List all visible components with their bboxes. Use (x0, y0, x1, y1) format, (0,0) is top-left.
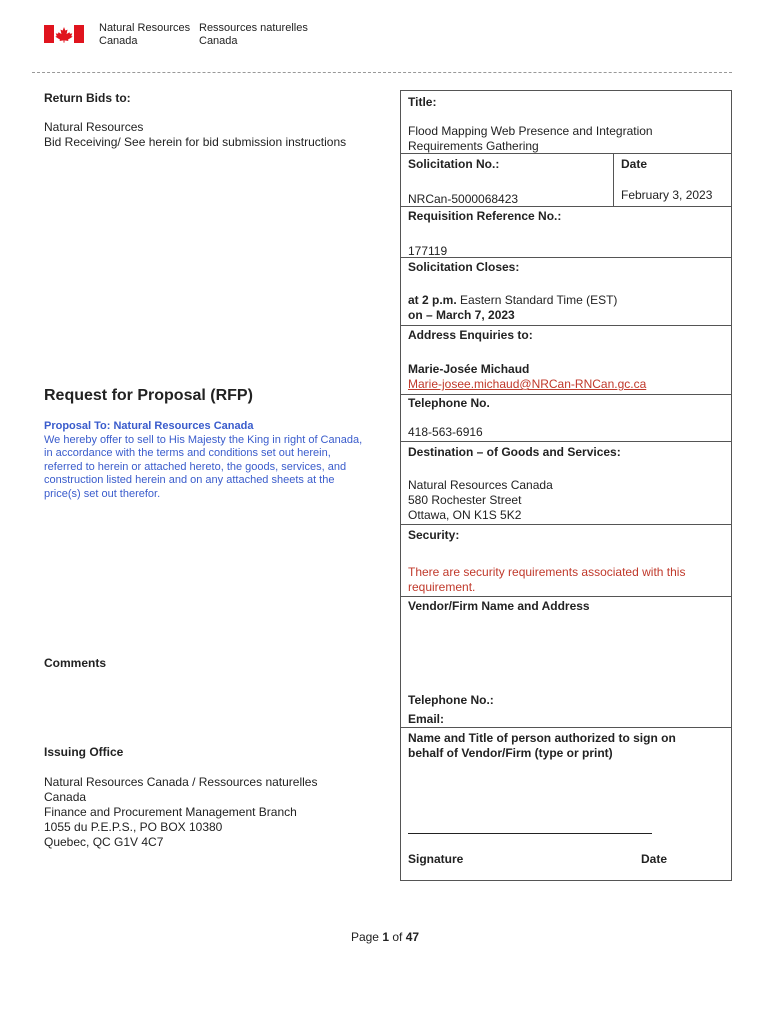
divider (401, 257, 731, 258)
rfp-title: Request for Proposal (RFP) (44, 387, 253, 404)
canada-flag-icon (44, 25, 84, 43)
enquiries-contact (408, 362, 646, 392)
security-note: There are security requirements associated with this requirement. (408, 565, 686, 594)
divider (401, 727, 731, 728)
signature-label: Signature (408, 852, 464, 866)
telephone-label: Telephone No. (408, 396, 490, 410)
closes-value: at 2 p.m. Eastern Standard Time (EST) on – March 7, 2023 (408, 293, 618, 322)
signature-date-label: Date (641, 852, 668, 866)
destination-label: Destination – of Goods and Services: (408, 445, 621, 459)
divider (401, 394, 731, 395)
return-bids-label: Return Bids to: (44, 91, 131, 105)
enquiries-email-link[interactable]: Marie-josee.michaud@NRCan-RNCan.gc.ca (408, 377, 647, 391)
security-label: Security: (408, 528, 460, 542)
vendor-telephone-label: Telephone No.: (408, 693, 494, 707)
solicitation-info-box (400, 90, 732, 881)
date-label: Date (621, 157, 648, 171)
title-value: Flood Mapping Web Presence and Integration Requirements Gathering (408, 124, 653, 153)
comments-label: Comments (44, 656, 107, 670)
requisition-value: 177119 (408, 244, 448, 258)
authorized-signatory-label: Name and Title of person authorized to sign on behalf of Vendor/Firm (type or print) (408, 731, 676, 760)
proposal-head: Proposal To: Natural Resources Canada (44, 420, 254, 432)
telephone-value: 418-563-6916 (408, 425, 483, 439)
divider (613, 153, 614, 207)
proposal-body: We hereby offer to sell to His Majesty the King in right of Canada, in accordance with the terms and conditions set out herein, referred to herein or attached hereto, the goods, services, and construction listed herein and on any attached sheets at the price(s) set out therefor. (44, 433, 363, 500)
dept-name-fr: Ressources naturelles Canada (199, 22, 308, 47)
solicitation-label: Solicitation No.: (408, 157, 500, 171)
issuing-office-label: Issuing Office (44, 745, 124, 759)
signature-line (408, 833, 652, 834)
header-divider (32, 72, 732, 73)
vendor-label: Vendor/Firm Name and Address (408, 599, 590, 613)
divider (401, 206, 731, 207)
date-value: February 3, 2023 (621, 188, 713, 202)
closes-label: Solicitation Closes: (408, 260, 520, 274)
divider (401, 325, 731, 326)
page-number: Page 1 of 47 (350, 930, 420, 944)
destination-address: Natural Resources Canada 580 Rochester Street Ottawa, ON K1S 5K2 (408, 478, 553, 522)
enquiries-label: Address Enquiries to: (408, 328, 533, 342)
dept-name-en: Natural Resources Canada (99, 22, 191, 47)
solicitation-value: NRCan-5000068423 (408, 192, 519, 206)
return-bids-address: Natural Resources Bid Receiving/ See herein for bid submission instructions (44, 120, 347, 149)
vendor-email-label: Email: (408, 712, 445, 726)
divider (401, 524, 731, 525)
divider (401, 596, 731, 597)
divider (401, 441, 731, 442)
issuing-office-address: Natural Resources Canada / Ressources naturelles Canada Finance and Procurement Management Branch 1055 du P.E.P.S., PO BOX 10380 Quebec, QC G1V 4C7 (44, 775, 318, 849)
requisition-label: Requisition Reference No.: (408, 209, 562, 223)
title-label: Title: (408, 95, 437, 109)
proposal-statement (44, 420, 364, 501)
divider (401, 153, 731, 154)
enquiries-name: Marie-Josée Michaud (408, 362, 530, 376)
